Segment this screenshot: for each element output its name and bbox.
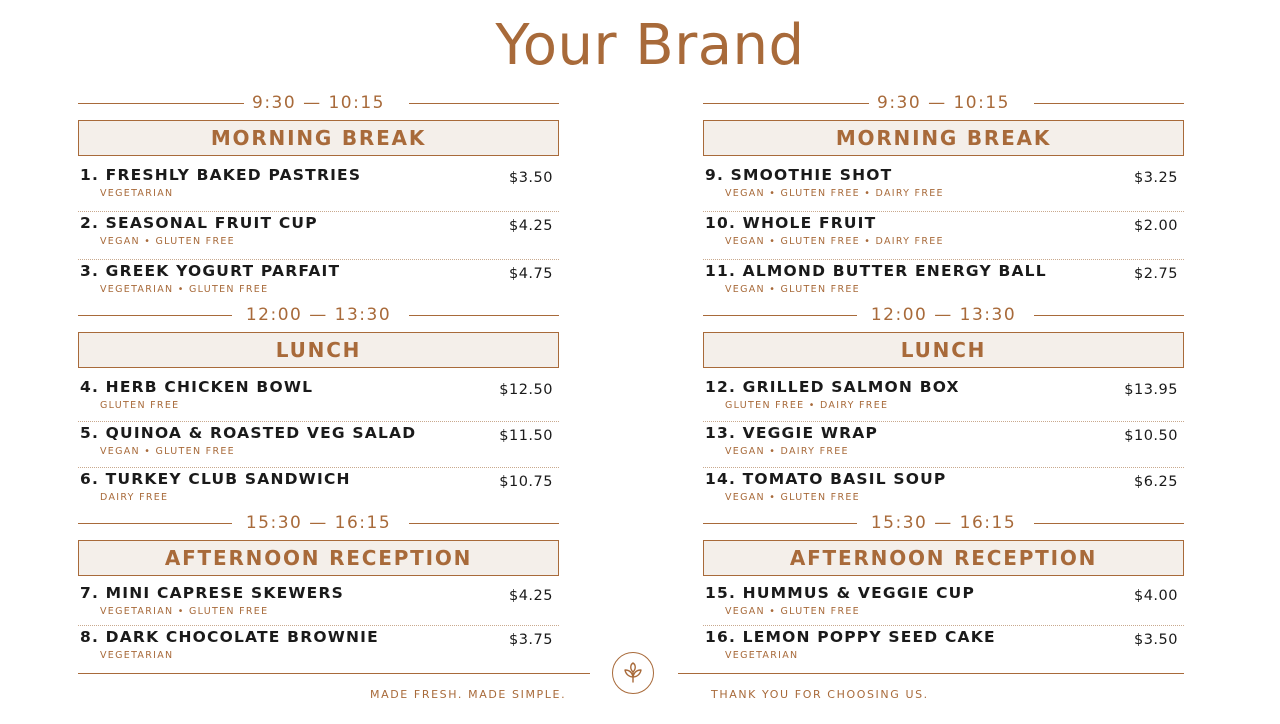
brand-title: Your Brand bbox=[495, 13, 805, 78]
time-header bbox=[78, 508, 559, 538]
item-price: $6.25 bbox=[1133, 474, 1178, 490]
menu-item bbox=[703, 376, 1184, 422]
item-price: $2.75 bbox=[1133, 266, 1178, 282]
time-header bbox=[78, 300, 559, 330]
item-name: 2. SEASONAL FRUIT CUP bbox=[80, 214, 318, 232]
menu-section bbox=[78, 508, 559, 670]
item-tags: VEGAN • GLUTEN FREE bbox=[725, 606, 860, 617]
footer-divider bbox=[678, 673, 1184, 674]
item-name: 7. MINI CAPRESE SKEWERS bbox=[80, 584, 344, 602]
item-price: $10.75 bbox=[499, 474, 553, 490]
time-range: 12:00 — 13:30 bbox=[238, 305, 399, 325]
item-tags: VEGAN • GLUTEN FREE bbox=[100, 236, 235, 247]
item-price: $4.00 bbox=[1133, 588, 1178, 604]
item-price: $3.50 bbox=[1133, 632, 1178, 648]
category-title: MORNING BREAK bbox=[703, 120, 1184, 156]
item-price: $3.25 bbox=[1133, 170, 1178, 186]
footer-divider bbox=[78, 673, 590, 674]
divider bbox=[78, 315, 232, 316]
divider bbox=[703, 315, 857, 316]
category-title: AFTERNOON RECEPTION bbox=[78, 540, 559, 576]
item-name: 14. TOMATO BASIL SOUP bbox=[705, 470, 947, 488]
time-range: 15:30 — 16:15 bbox=[863, 513, 1024, 533]
item-name: 15. HUMMUS & VEGGIE CUP bbox=[705, 584, 976, 602]
item-name: 3. GREEK YOGURT PARFAIT bbox=[80, 262, 341, 280]
menu-item bbox=[703, 626, 1184, 670]
time-range: 9:30 — 10:15 bbox=[869, 93, 1018, 113]
leaf-icon bbox=[612, 652, 654, 694]
menu-item bbox=[78, 164, 559, 212]
item-name: 5. QUINOA & ROASTED VEG SALAD bbox=[80, 424, 417, 442]
menu-item bbox=[78, 626, 559, 670]
item-tags: VEGAN • GLUTEN FREE • DAIRY FREE bbox=[725, 236, 944, 247]
menu-item bbox=[703, 422, 1184, 468]
menu-item bbox=[703, 164, 1184, 212]
divider bbox=[1034, 103, 1184, 104]
menu-item bbox=[78, 422, 559, 468]
item-price: $2.00 bbox=[1133, 218, 1178, 234]
menu-section bbox=[703, 508, 1184, 670]
item-price: $4.25 bbox=[508, 218, 553, 234]
divider bbox=[1034, 523, 1184, 524]
item-tags: VEGETARIAN • GLUTEN FREE bbox=[100, 606, 269, 617]
menu-item bbox=[78, 582, 559, 626]
item-tags: VEGAN • DAIRY FREE bbox=[725, 446, 849, 457]
item-name: 9. SMOOTHIE SHOT bbox=[705, 166, 893, 184]
time-header bbox=[78, 88, 559, 118]
menu-item bbox=[703, 582, 1184, 626]
item-tags: VEGAN • GLUTEN FREE bbox=[100, 446, 235, 457]
item-name: 16. LEMON POPPY SEED CAKE bbox=[705, 628, 996, 646]
divider bbox=[409, 523, 559, 524]
time-range: 15:30 — 16:15 bbox=[238, 513, 399, 533]
item-price: $10.50 bbox=[1124, 428, 1178, 444]
category-title: MORNING BREAK bbox=[78, 120, 559, 156]
item-name: 12. GRILLED SALMON BOX bbox=[705, 378, 960, 396]
menu-column-right bbox=[703, 88, 1184, 670]
item-tags: VEGETARIAN • GLUTEN FREE bbox=[100, 284, 269, 295]
menu-section bbox=[703, 88, 1184, 308]
item-price: $3.75 bbox=[508, 632, 553, 648]
item-name: 1. FRESHLY BAKED PASTRIES bbox=[80, 166, 362, 184]
item-tags: GLUTEN FREE • DAIRY FREE bbox=[725, 400, 889, 411]
menu-section bbox=[78, 88, 559, 308]
menu-section bbox=[78, 300, 559, 514]
footer-tagline: MADE FRESH. MADE SIMPLE. bbox=[370, 688, 567, 701]
item-tags: VEGETARIAN bbox=[100, 188, 174, 199]
time-range: 9:30 — 10:15 bbox=[244, 93, 393, 113]
item-price: $4.25 bbox=[508, 588, 553, 604]
divider bbox=[703, 103, 869, 104]
item-tags: VEGETARIAN bbox=[725, 650, 799, 661]
divider bbox=[78, 103, 244, 104]
item-price: $12.50 bbox=[499, 382, 553, 398]
item-price: $11.50 bbox=[499, 428, 553, 444]
item-price: $3.50 bbox=[508, 170, 553, 186]
menu-item bbox=[78, 212, 559, 260]
time-header bbox=[703, 88, 1184, 118]
item-tags: VEGAN • GLUTEN FREE • DAIRY FREE bbox=[725, 188, 944, 199]
item-name: 4. HERB CHICKEN BOWL bbox=[80, 378, 314, 396]
category-title: LUNCH bbox=[78, 332, 559, 368]
category-title: LUNCH bbox=[703, 332, 1184, 368]
divider bbox=[409, 315, 559, 316]
item-name: 11. ALMOND BUTTER ENERGY BALL bbox=[705, 262, 1047, 280]
divider bbox=[1034, 315, 1184, 316]
menu-column-left bbox=[78, 88, 559, 670]
item-name: 13. VEGGIE WRAP bbox=[705, 424, 879, 442]
item-name: 10. WHOLE FRUIT bbox=[705, 214, 877, 232]
category-title: AFTERNOON RECEPTION bbox=[703, 540, 1184, 576]
item-price: $4.75 bbox=[508, 266, 553, 282]
item-tags: VEGETARIAN bbox=[100, 650, 174, 661]
time-header bbox=[703, 508, 1184, 538]
menu-item bbox=[78, 376, 559, 422]
divider bbox=[703, 523, 857, 524]
item-name: 6. TURKEY CLUB SANDWICH bbox=[80, 470, 351, 488]
item-tags: DAIRY FREE bbox=[100, 492, 169, 503]
time-header bbox=[703, 300, 1184, 330]
divider bbox=[409, 103, 559, 104]
divider bbox=[78, 523, 232, 524]
time-range: 12:00 — 13:30 bbox=[863, 305, 1024, 325]
footer-thanks: THANK YOU FOR CHOOSING US. bbox=[711, 688, 929, 701]
item-name: 8. DARK CHOCOLATE BROWNIE bbox=[80, 628, 379, 646]
item-tags: VEGAN • GLUTEN FREE bbox=[725, 492, 860, 503]
item-tags: VEGAN • GLUTEN FREE bbox=[725, 284, 860, 295]
item-price: $13.95 bbox=[1124, 382, 1178, 398]
menu-section bbox=[703, 300, 1184, 514]
item-tags: GLUTEN FREE bbox=[100, 400, 180, 411]
menu-item bbox=[703, 212, 1184, 260]
